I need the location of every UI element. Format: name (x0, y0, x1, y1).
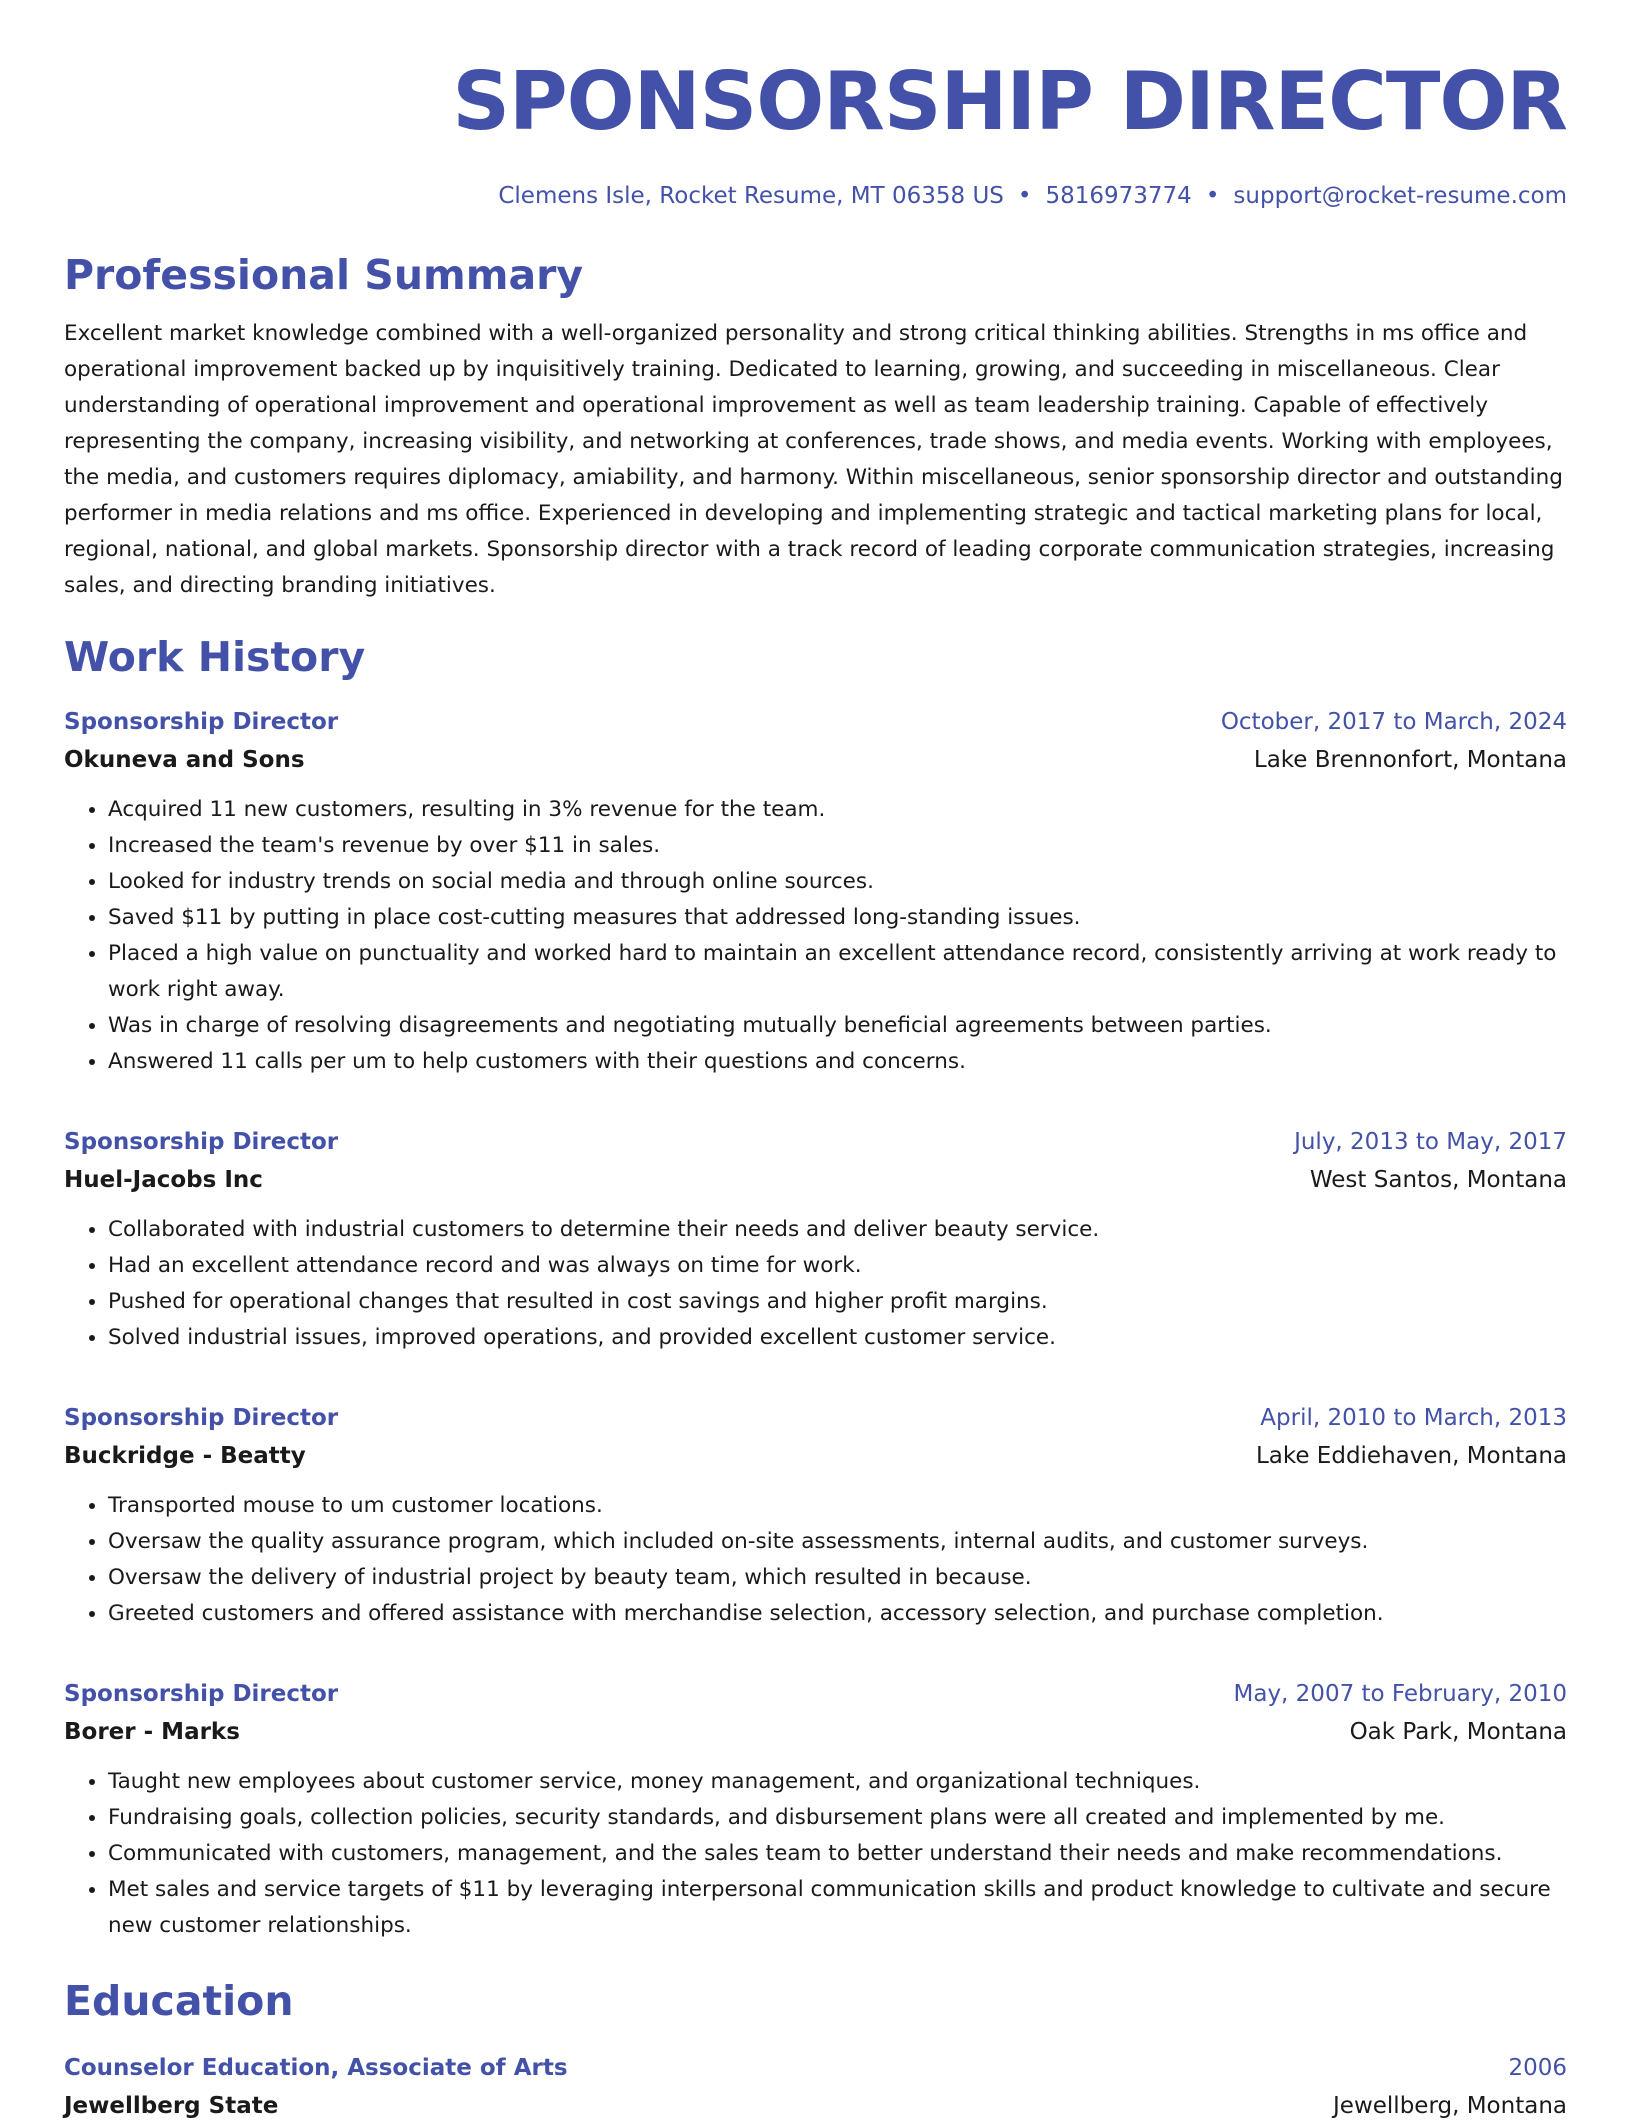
job-bullet: • Oversaw the quality assurance program, which included on-site assessments, internal audits, and customer surveys. (108, 1524, 1567, 1560)
job-title: Sponsorship Director (64, 1681, 339, 1707)
job-company-row (64, 1436, 1567, 1476)
job-entry (64, 1676, 1567, 1944)
job-bullets (64, 1212, 1567, 1356)
job-heading-row (64, 704, 1567, 740)
job-bullet: • Oversaw the delivery of industrial project by beauty team, which resulted in because. (108, 1560, 1567, 1596)
job-heading-row (64, 1676, 1567, 1712)
job-title: Sponsorship Director (64, 709, 339, 735)
job-company-row (64, 740, 1567, 780)
contact-email: support@rocket-resume.com (1233, 183, 1567, 209)
section-title-education: Education (64, 1977, 294, 2025)
job-bullet: • Pushed for operational changes that resulted in cost savings and higher profit margins. (108, 1284, 1567, 1320)
contact-separator: • (1017, 183, 1032, 209)
job-company: Borer - Marks (64, 1719, 240, 1745)
job-bullet: • Had an excellent attendance record and was always on time for work. (108, 1248, 1567, 1284)
section-title-work-history: Work History (64, 633, 366, 681)
job-entry (64, 1400, 1567, 1632)
job-company-row (64, 1160, 1567, 1200)
job-dates: April, 2010 to March, 2013 (1260, 1405, 1567, 1431)
job-dates: July, 2013 to May, 2017 (1294, 1129, 1567, 1155)
resume-page (64, 0, 1567, 2126)
job-dates: May, 2007 to February, 2010 (1233, 1681, 1567, 1707)
job-company: Buckridge - Beatty (64, 1443, 306, 1469)
job-bullets (64, 792, 1567, 1080)
job-bullet: • Fundraising goals, collection policies, security standards, and disbursement plans were all created and implemented by me. (108, 1800, 1567, 1836)
education-degree: Counselor Education, Associate of Arts (64, 2055, 568, 2081)
job-heading-row (64, 1400, 1567, 1436)
contact-address: Clemens Isle, Rocket Resume, MT 06358 US (498, 183, 1004, 209)
job-bullets (64, 1764, 1567, 1944)
job-bullet: • Was in charge of resolving disagreements and negotiating mutually beneficial agreements between parties. (108, 1008, 1567, 1044)
job-bullet: • Acquired 11 new customers, resulting in 3% revenue for the team. (108, 792, 1567, 828)
contact-phone: 5816973774 (1045, 183, 1192, 209)
job-bullet: • Increased the team's revenue by over $11 in sales. (108, 828, 1567, 864)
job-company-row (64, 1712, 1567, 1752)
job-location: Oak Park, Montana (1349, 1719, 1567, 1745)
job-heading-row (64, 1124, 1567, 1160)
job-bullet: • Taught new employees about customer service, money management, and organizational techniques. (108, 1764, 1567, 1800)
education-entry (64, 2050, 1567, 2126)
job-dates: October, 2017 to March, 2024 (1220, 709, 1567, 735)
summary-text: Excellent market knowledge combined with a well-organized personality and strong critical thinking abilities. Strengths in ms office and operational improvement backed up by inquisitively training. Dedicated to learning, growing, and succeeding in miscellaneous. Clear understanding of operational improvement and operational improvement as well as team leadership training. Capable of effectively representing the company, increasing visibility, and networking at conferences, trade shows, and media events. Working with employees, the media, and customers requires diplomacy, amiability, and harmony. Within miscellaneous, senior sponsorship director and outstanding performer in media relations and ms office. Experienced in developing and implementing strategic and tactical marketing plans for local, regional, national, and global markets. Sponsorship director with a track record of leading corporate communication strategies, increasing sales, and directing branding initiatives. (64, 321, 1563, 598)
resume-name: SPONSORSHIP DIRECTOR (452, 55, 1567, 148)
job-entry (64, 704, 1567, 1080)
contact-line (64, 180, 1567, 212)
job-bullet: • Looked for industry trends on social media and through online sources. (108, 864, 1567, 900)
contact-separator: • (1205, 183, 1220, 209)
job-bullet: • Solved industrial issues, improved operations, and provided excellent customer service. (108, 1320, 1567, 1356)
job-location: West Santos, Montana (1309, 1167, 1567, 1193)
education-school: Jewellberg State (64, 2093, 279, 2119)
education-year: 2006 (1508, 2055, 1567, 2081)
job-bullet: • Met sales and service targets of $11 by leveraging interpersonal communication skills and product knowledge to cultivate and secure new customer relationships. (108, 1872, 1567, 1944)
job-title: Sponsorship Director (64, 1129, 339, 1155)
education-location: Jewellberg, Montana (1333, 2093, 1567, 2119)
resume-header (64, 0, 1567, 212)
job-location: Lake Eddiehaven, Montana (1255, 1443, 1567, 1469)
job-bullet: • Collaborated with industrial customers to determine their needs and deliver beauty service. (108, 1212, 1567, 1248)
job-company: Huel-Jacobs Inc (64, 1167, 263, 1193)
job-bullet: • Communicated with customers, management, and the sales team to better understand their needs and make recommendations. (108, 1836, 1567, 1872)
section-title-summary: Professional Summary (64, 251, 584, 299)
job-bullet: • Greeted customers and offered assistance with merchandise selection, accessory selection, and purchase completion. (108, 1596, 1567, 1632)
job-bullet: • Transported mouse to um customer locations. (108, 1488, 1567, 1524)
education-heading-row (64, 2050, 1567, 2086)
job-company: Okuneva and Sons (64, 747, 305, 773)
job-entry (64, 1124, 1567, 1356)
education-school-row (64, 2086, 1567, 2126)
job-title: Sponsorship Director (64, 1405, 339, 1431)
job-bullet: • Placed a high value on punctuality and worked hard to maintain an excellent attendance record, consistently arriving at work ready to work right away. (108, 936, 1567, 1008)
job-bullets (64, 1488, 1567, 1632)
job-location: Lake Brennonfort, Montana (1253, 747, 1567, 773)
job-bullet: • Saved $11 by putting in place cost-cutting measures that addressed long-standing issues. (108, 900, 1567, 936)
job-bullet: • Answered 11 calls per um to help customers with their questions and concerns. (108, 1044, 1567, 1080)
